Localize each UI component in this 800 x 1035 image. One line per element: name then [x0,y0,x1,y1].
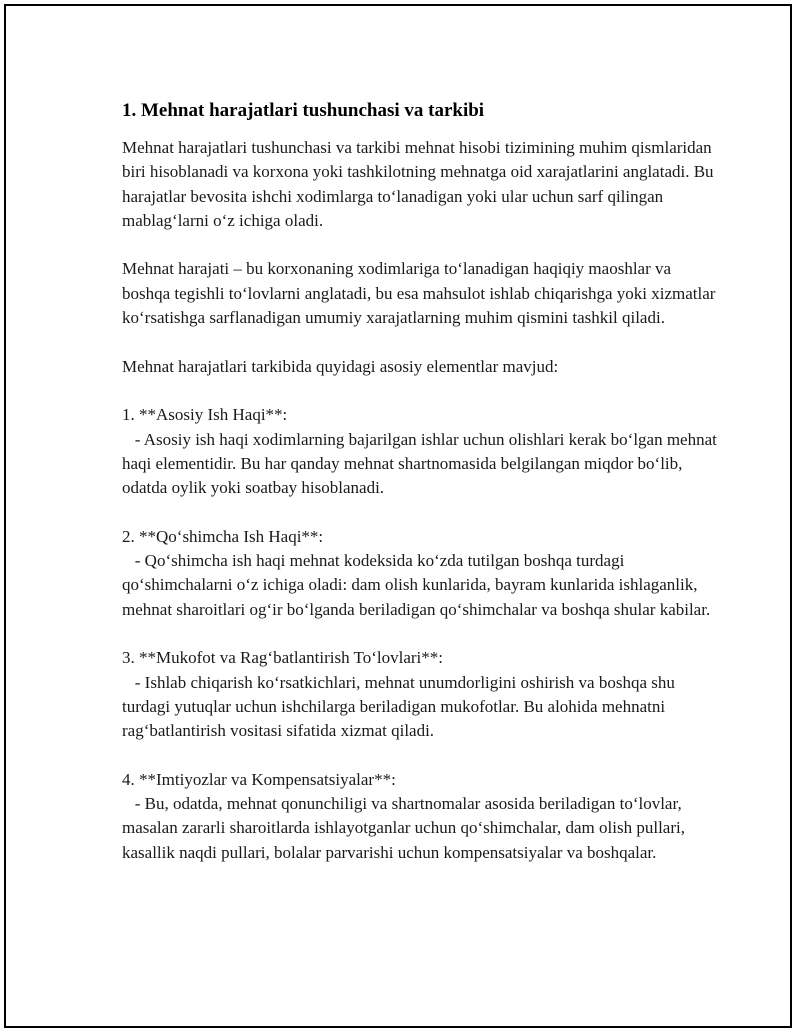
elements-intro-paragraph: Mehnat harajatlari tarkibida quyidagi asosiy elementlar mavjud: [122,356,559,376]
list-item-body: - Qo‘shimcha ish haqi mehnat kodeksida ko‘zda tutilgan boshqa turdagi qo‘shimchalarni o‘z ichiga oladi: dam olish kunlarida, bayram kunlarida ishlaganlik, mehnat sharoitlari og‘ir bo‘lganda beriladigan qo‘shimchalar va boshqa shular kabilar. [122,551,711,619]
document-title: 1. Mehnat harajatlari tushunchasi va tarkibi [122,100,485,121]
list-item-heading: 3. **Mukofot va Rag‘batlantirish To‘lovlari**: [122,648,443,668]
document-page [4,4,792,1028]
document-content [122,98,722,889]
list-item-body: - Bu, odatda, mehnat qonunchiligi va shartnomalar asosida beriladigan to‘lovlar, masalan zararli sharoitlarda ishlayotganlar uchun qo‘shimchalar, dam olish pullari, kasallik naqdi pullari, bolalar parvarishi uchun kompensatsiyalar va boshqalar. [122,794,690,862]
list-item-benefits [122,768,722,865]
list-item-basic-wage [122,403,722,500]
list-item-heading: 1. **Asosiy Ish Haqi**: [122,405,288,425]
definition-paragraph: Mehnat harajati – bu korxonaning xodimlariga to‘lanadigan haqiqiy maoshlar va boshqa tegishli to‘lovlarni anglatadi, bu esa mahsulot ishlab chiqarishga yoki xizmatlar ko‘rsatishga sarflanadigan umumiy xarajatlarning muhim qismini tashkil qiladi. [122,259,720,328]
intro-paragraph: Mehnat harajatlari tushunchasi va tarkibi mehnat hisobi tizimining muhim qismlaridan biri hisoblanadi va korxona yoki tashkilotning mehnatga oid xarajatlarini anglatadi. Bu harajatlar bevosita ishchi xodimlarga to‘lanadigan yoki ular uchun sarf qilingan mablag‘larni o‘z ichiga oladi. [122,138,718,230]
list-item-additional-wage [122,525,722,622]
list-item-heading: 2. **Qo‘shimcha Ish Haqi**: [122,526,324,546]
list-item-heading: 4. **Imtiyozlar va Kompensatsiyalar**: [122,769,396,789]
list-item-body: - Ishlab chiqarish ko‘rsatkichlari, mehnat unumdorligini oshirish va boshqa shu turdagi yutuqlar uchun ishchilarga beriladigan mukofotlar. Bu alohida mehnatni rag‘batlantirish vositasi sifatida xizmat qiladi. [122,672,680,741]
list-item-bonus [122,646,722,743]
list-item-body: - Asosiy ish haqi xodimlarning bajarilgan ishlar uchun olishlari kerak bo‘lgan mehnat haqi elementidir. Bu har qanday mehnat shartnomasida belgilangan miqdor bo‘lib, odatda oylik yoki soatbay hisoblanadi. [122,429,722,498]
